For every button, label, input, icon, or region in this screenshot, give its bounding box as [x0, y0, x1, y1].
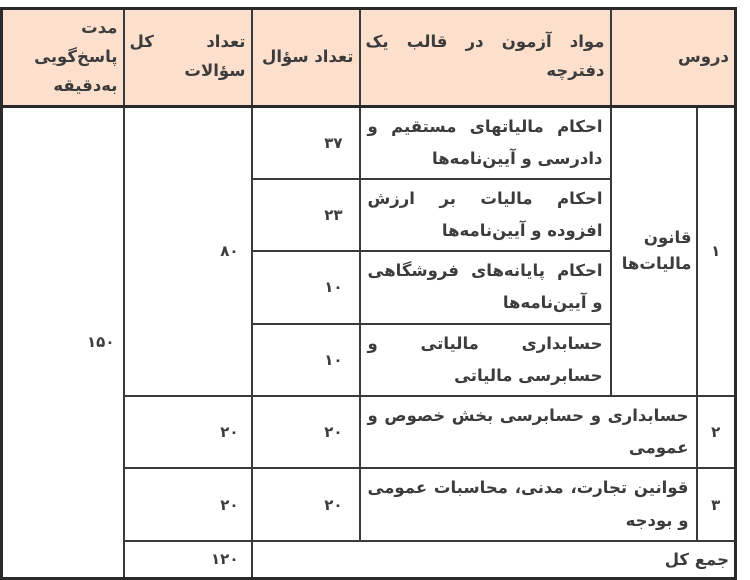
- header-duration: مدت پاسخ‌گویی به‌دقیقه: [2, 9, 124, 107]
- course-number-cell: ۱: [697, 106, 736, 396]
- topic-cell: احکام مالیات بر ارزش افزوده و آیین‌نامه‌ها: [360, 179, 611, 251]
- course-number-cell: ۲: [697, 396, 736, 468]
- topic-cell: احکام مالیاتهای مستقیم و دادرسی و آیین‌نامه‌ها: [360, 106, 611, 179]
- question-count-cell: ۲۳: [252, 179, 360, 251]
- course-number-cell: ۳: [697, 468, 736, 540]
- topic-cell: حسابداری و حسابرسی بخش خصوص و عمومی: [360, 396, 697, 468]
- topic-cell: حسابداری مالیاتی و حسابرسی مالیاتی: [360, 324, 611, 396]
- header-exam-materials: مواد آزمون در قالب یک دفترچه: [360, 9, 611, 107]
- grand-total-label-cell: جمع کل: [252, 541, 736, 579]
- topic-cell: احکام پایانه‌های فروشگاهی و آیین‌نامه‌ها: [360, 251, 611, 323]
- course-group-cell: قانون مالیات‌ها: [611, 106, 697, 396]
- total-questions-cell: ۲۰: [124, 396, 252, 468]
- question-count-cell: ۱۰: [252, 251, 360, 323]
- header-total-questions: تعداد کل سؤالات: [124, 9, 252, 107]
- table-row-group1-sub1: [2, 106, 736, 179]
- topic-cell: قوانین تجارت، مدنی، محاسبات عمومی و بودجه: [360, 468, 697, 540]
- header-courses: دروس: [611, 9, 736, 107]
- grand-total-value-cell: ۱۲۰: [124, 541, 252, 579]
- duration-cell: ۱۵۰: [2, 106, 124, 579]
- total-questions-cell: ۲۰: [124, 468, 252, 540]
- question-count-cell: ۳۷: [252, 106, 360, 179]
- header-row: [2, 9, 736, 107]
- header-question-count: تعداد سؤال: [252, 9, 360, 107]
- question-count-cell: ۱۰: [252, 324, 360, 396]
- exam-structure-table: [0, 7, 737, 580]
- question-count-cell: ۲۰: [252, 468, 360, 540]
- total-questions-cell: ۸۰: [124, 106, 252, 396]
- question-count-cell: ۲۰: [252, 396, 360, 468]
